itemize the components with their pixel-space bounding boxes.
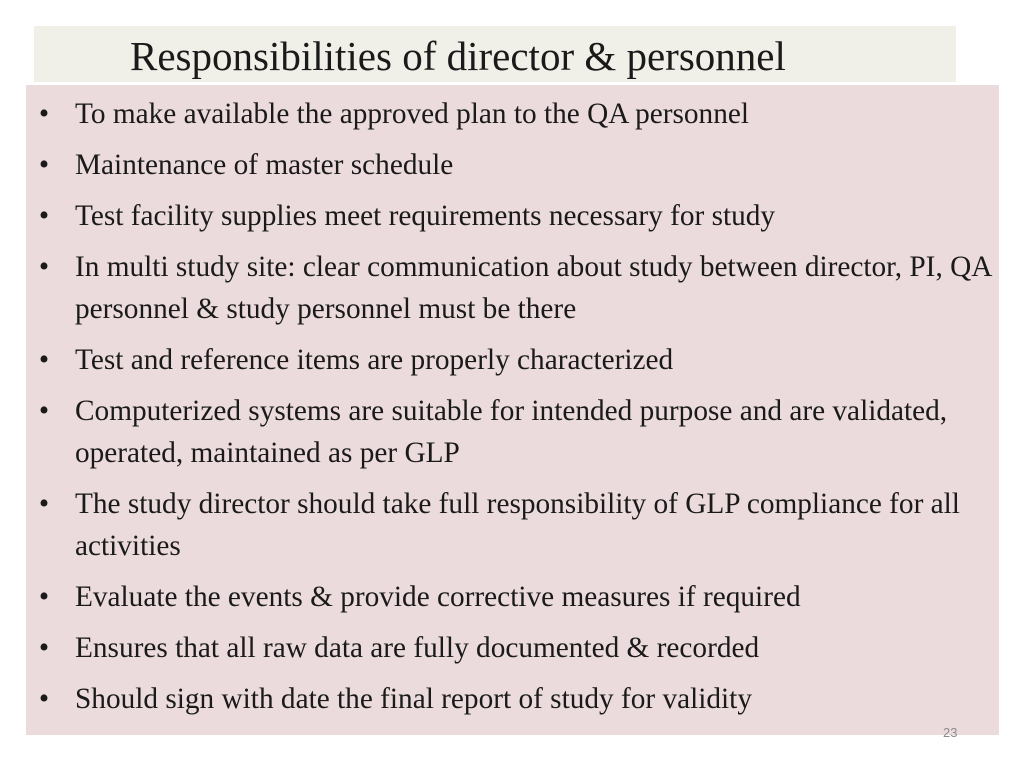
- bullet-marker: •: [38, 251, 50, 283]
- bullet-marker: •: [38, 98, 50, 130]
- bullet-item: [26, 678, 999, 720]
- bullet-marker: •: [38, 149, 50, 181]
- bullet-text: To make available the approved plan to the QA personnel: [75, 98, 749, 130]
- bullet-item: [26, 195, 999, 237]
- title-banner: [34, 26, 956, 82]
- bullet-item: [26, 627, 999, 669]
- bullet-item: [26, 93, 999, 135]
- bullet-text: Maintenance of master schedule: [75, 149, 454, 181]
- bullet-text: Test facility supplies meet requirements necessary for study: [75, 200, 776, 232]
- bullet-marker: •: [38, 200, 50, 232]
- page-number: 23: [943, 725, 958, 740]
- bullet-marker: •: [38, 632, 50, 664]
- bullet-list: [26, 93, 999, 729]
- bullet-text: In multi study site: clear communication about study between director, PI, QA personnel & study personnel must be there: [75, 251, 991, 325]
- slide-title: Responsibilities of director & personnel: [130, 33, 786, 79]
- bullet-marker: •: [38, 395, 50, 427]
- bullet-text: Should sign with date the final report of study for validity: [75, 683, 752, 715]
- content-panel: [26, 85, 999, 735]
- bullet-text: Ensures that all raw data are fully documented & recorded: [75, 632, 760, 664]
- bullet-item: [26, 576, 999, 618]
- bullet-text: Computerized systems are suitable for intended purpose and are validated, operated, maintained as per GLP: [75, 395, 948, 469]
- bullet-marker: •: [38, 344, 50, 376]
- bullet-marker: •: [38, 488, 50, 520]
- bullet-marker: •: [38, 581, 50, 613]
- bullet-text: Test and reference items are properly characterized: [75, 344, 674, 376]
- bullet-item: [26, 483, 999, 567]
- bullet-item: [26, 339, 999, 381]
- bullet-item: [26, 246, 999, 330]
- bullet-item: [26, 144, 999, 186]
- bullet-text: Evaluate the events & provide corrective measures if required: [75, 581, 801, 613]
- bullet-text: The study director should take full responsibility of GLP compliance for all activities: [75, 488, 960, 562]
- bullet-marker: •: [38, 683, 50, 715]
- bullet-item: [26, 390, 999, 474]
